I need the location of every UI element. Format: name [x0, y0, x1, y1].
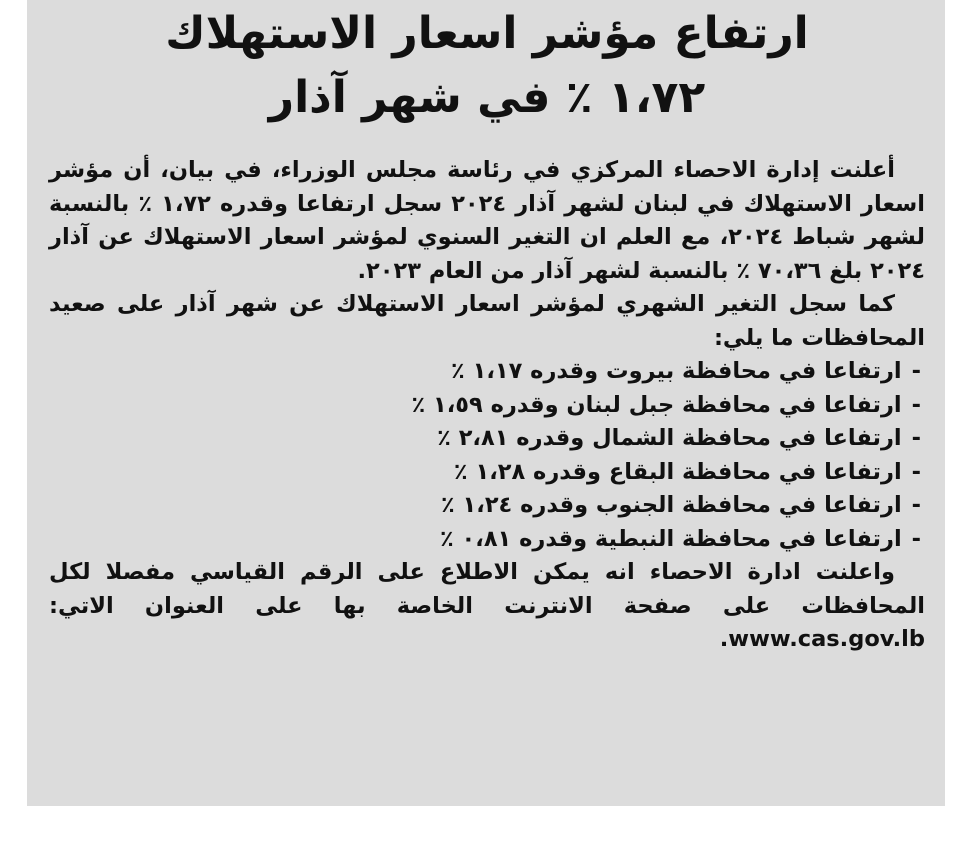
list-item-text: ارتفاعا في محافظة بيروت وقدره ١،١٧ ٪: [451, 358, 902, 384]
list-bullet: -: [911, 458, 921, 485]
governorate-list: [49, 355, 925, 556]
article-clipping: [27, 0, 945, 806]
list-item-text: ارتفاعا في محافظة النبطية وقدره ٠،٨١ ٪: [439, 525, 902, 552]
list-item: [49, 355, 925, 389]
paragraph-website: واعلنت ادارة الاحصاء انه يمكن الاطلاع على الرقم القياسي مفصلا لكل المحافظات على صفحة الانترنت الخاصة بها على العنوان الاتي: www.cas.gov.lb.: [49, 559, 925, 652]
list-bullet: -: [911, 525, 921, 552]
headline: [49, 0, 925, 130]
list-bullet: -: [911, 391, 921, 418]
article-body: [49, 154, 925, 657]
list-item: [49, 456, 925, 490]
list-item-text: ارتفاعا في محافظة البقاع وقدره ١،٢٨ ٪: [453, 458, 902, 485]
list-item: [49, 389, 925, 423]
paragraph-intro: أعلنت إدارة الاحصاء المركزي في رئاسة مجلس الوزراء، في بيان، أن مؤشر اسعار الاستهلاك في لبنان لشهر آذار ٢٠٢٤ سجل ارتفاعا وقدره ١،٧٢ ٪ بالنسبة لشهر شباط ٢٠٢٤، مع العلم ان التغير السنوي لمؤشر اسعار الاستهلاك عن آذار ٢٠٢٤ بلغ ٧٠،٣٦ ٪ بالنسبة لشهر آذار من العام ٢٠٢٣.: [49, 157, 925, 284]
headline-line-1: ارتفاع مؤشر اسعار الاستهلاك: [165, 8, 809, 59]
list-item-text: ارتفاعا في محافظة جبل لبنان وقدره ١،٥٩ ٪: [411, 391, 902, 418]
list-item: [49, 489, 925, 523]
paragraph-governorates-intro: كما سجل التغير الشهري لمؤشر اسعار الاستهلاك عن شهر آذار على صعيد المحافظات ما يلي:: [49, 291, 925, 351]
list-bullet: -: [911, 358, 921, 384]
list-item: [49, 523, 925, 557]
list-bullet: -: [911, 492, 921, 518]
headline-line-2: ١،٧٢ ٪ في شهر آذار: [268, 72, 706, 123]
list-item-text: ارتفاعا في محافظة الجنوب وقدره ١،٢٤ ٪: [440, 492, 902, 518]
list-item: [49, 422, 925, 456]
list-bullet: -: [911, 425, 921, 451]
list-item-text: ارتفاعا في محافظة الشمال وقدره ٢،٨١ ٪: [437, 425, 902, 451]
